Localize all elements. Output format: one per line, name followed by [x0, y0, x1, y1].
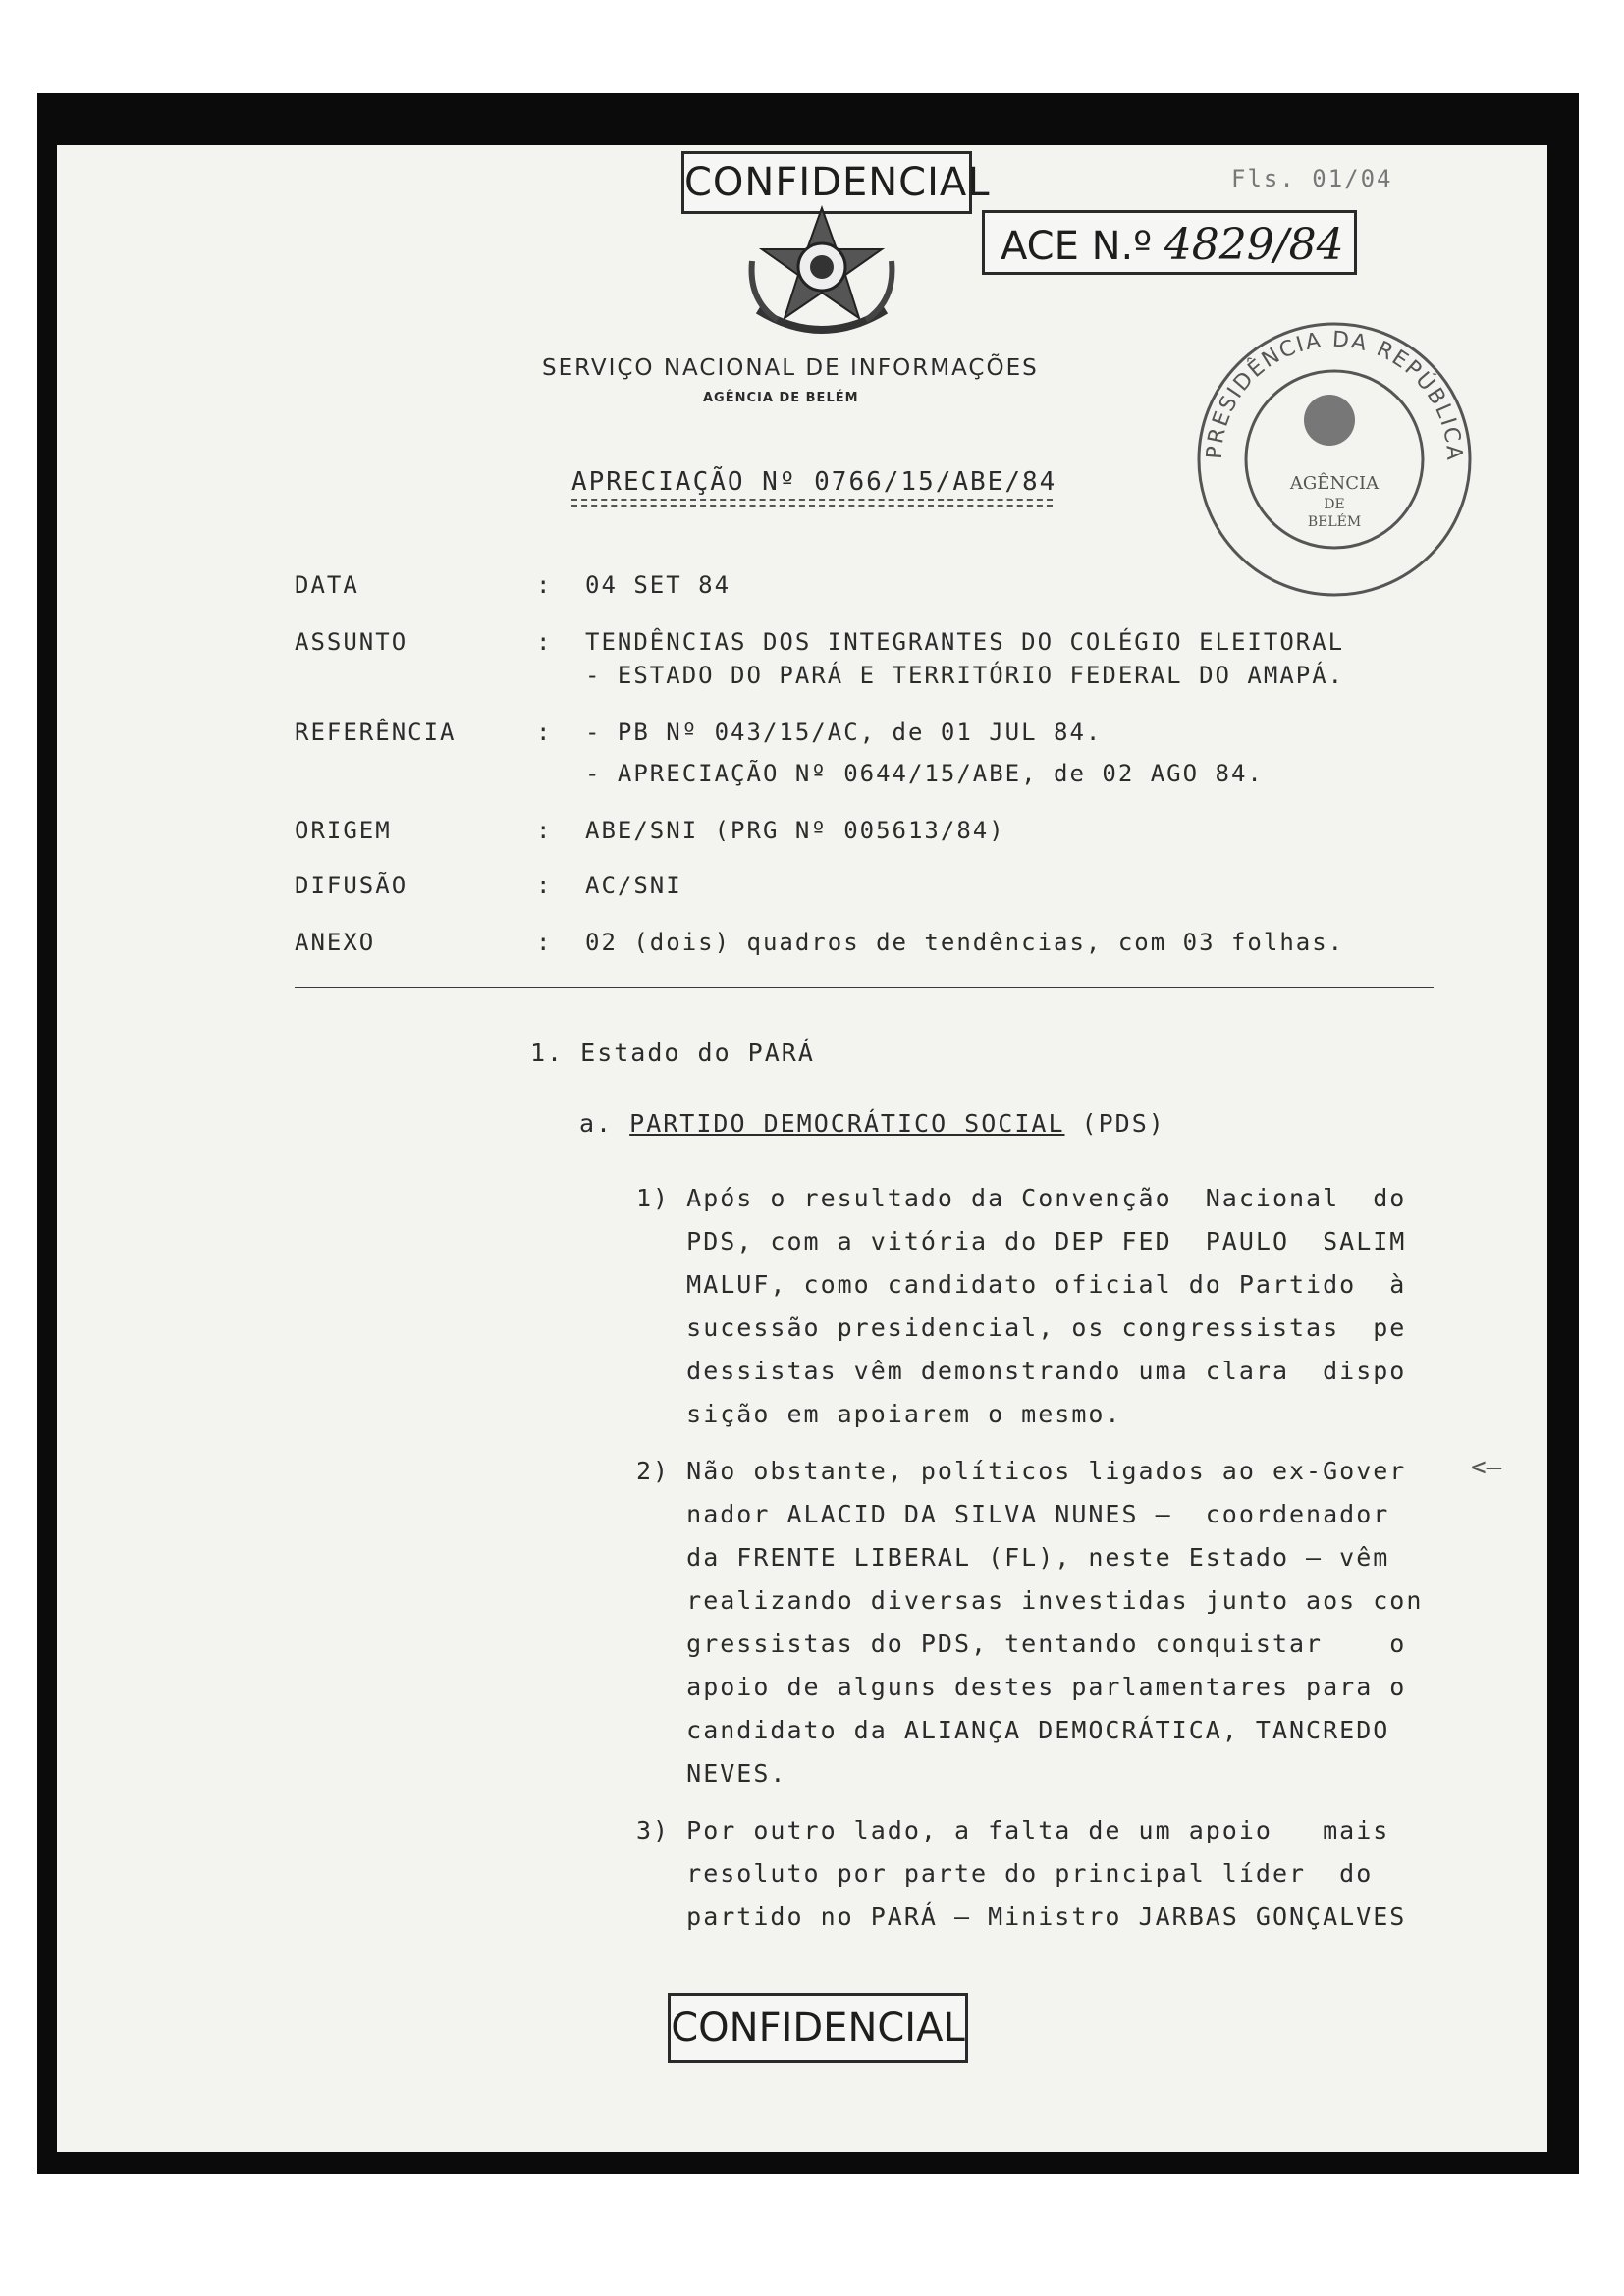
field-value-anexo: 02 (dois) quadros de tendências, com 03 folhas.: [585, 929, 1345, 956]
title-rule-lower: [571, 505, 1053, 507]
colon: :: [536, 817, 551, 844]
paragraph-line: dessistas vêm demonstrando uma clara dispo: [636, 1357, 1407, 1385]
paragraph-line: 2) Não obstante, políticos ligados ao ex-Gover: [636, 1457, 1407, 1485]
confidential-stamp-bottom: CONFIDENCIAL: [668, 1993, 968, 2063]
folio-number: Fls. 01/04: [1231, 165, 1393, 192]
national-coat-of-arms-icon: [738, 202, 905, 349]
seal-ring-text: PRESIDÊNCIA DA REPÚBLICA: [1202, 327, 1467, 463]
paragraph-line: partido no PARÁ — Ministro JARBAS GONÇALVES: [636, 1902, 1407, 1931]
field-value-origem: ABE/SNI (PRG Nº 005613/84): [585, 817, 1005, 844]
seal-center-line-3: BELÉM: [1307, 514, 1362, 530]
field-value-assunto-2: - ESTADO DO PARÁ E TERRITÓRIO FEDERAL DO AMAPÁ.: [585, 662, 1345, 689]
subsection-heading: [579, 1109, 1165, 1138]
document-title: APRECIAÇÃO Nº 0766/15/ABE/84: [571, 467, 1057, 497]
paragraph-line: PDS, com a vitória do DEP FED PAULO SALIM: [636, 1227, 1407, 1255]
section-divider: [295, 987, 1434, 988]
paragraph-line: MALUF, como candidato oficial do Partido à: [636, 1270, 1407, 1299]
field-value-difusao: AC/SNI: [585, 872, 682, 899]
colon: :: [536, 628, 551, 656]
agency-seal-icon: [1182, 312, 1487, 597]
field-label-origem: ORIGEM: [295, 817, 392, 844]
subsection-suffix: (PDS): [1064, 1109, 1165, 1138]
paragraph-line: resoluto por parte do principal líder do: [636, 1859, 1374, 1888]
field-label-assunto: ASSUNTO: [295, 628, 408, 656]
colon: :: [536, 571, 551, 599]
paragraph-line: da FRENTE LIBERAL (FL), neste Estado — vêm: [636, 1543, 1390, 1572]
colon: :: [536, 929, 551, 956]
colon: :: [536, 719, 551, 746]
paragraph-line: 1) Após o resultado da Convenção Nacional do: [636, 1184, 1407, 1212]
agency-name: SERVIÇO NACIONAL DE INFORMAÇÕES: [542, 355, 1039, 381]
confidential-stamp-top: CONFIDENCIAL: [681, 151, 972, 214]
field-value-assunto-1: TENDÊNCIAS DOS INTEGRANTES DO COLÉGIO ELEITORAL: [585, 628, 1345, 656]
ace-number: 4829/84: [1164, 220, 1344, 270]
ace-label: ACE N.º: [1001, 224, 1153, 269]
title-rule: [571, 499, 1053, 501]
section-heading: 1. Estado do PARÁ: [530, 1039, 815, 1067]
paragraph-line: NEVES.: [636, 1759, 787, 1788]
field-value-referencia-1: - PB Nº 043/15/AC, de 01 JUL 84.: [585, 719, 1103, 746]
ace-number-box: [982, 210, 1357, 275]
colon: :: [536, 872, 551, 899]
paragraph-line: sição em apoiarem o mesmo.: [636, 1400, 1122, 1428]
seal-center-line-1: AGÊNCIA: [1289, 473, 1380, 494]
paragraph-line: candidato da ALIANÇA DEMOCRÁTICA, TANCREDO: [636, 1716, 1390, 1744]
field-value-data: 04 SET 84: [585, 571, 731, 599]
field-value-referencia-2: - APRECIAÇÃO Nº 0644/15/ABE, de 02 AGO 84.: [585, 760, 1264, 787]
field-label-difusao: DIFUSÃO: [295, 872, 408, 899]
field-label-data: DATA: [295, 571, 359, 599]
agency-subtitle: AGÊNCIA DE BELÉM: [703, 391, 859, 405]
paragraph-line: sucessão presidencial, os congressistas pe: [636, 1313, 1407, 1342]
field-label-referencia: REFERÊNCIA: [295, 719, 457, 746]
paragraph-line: apoio de alguns destes parlamentares para o: [636, 1673, 1407, 1701]
field-label-anexo: ANEXO: [295, 929, 376, 956]
subsection-prefix: a.: [579, 1109, 630, 1138]
paragraph-line: nador ALACID DA SILVA NUNES — coordenador: [636, 1500, 1390, 1528]
seal-center-line-2: DE: [1324, 497, 1345, 512]
margin-arrow-mark: <—: [1471, 1453, 1502, 1482]
paragraph-line: realizando diversas investidas junto aos con: [636, 1586, 1424, 1615]
paragraph-line: 3) Por outro lado, a falta de um apoio mais: [636, 1816, 1390, 1844]
paragraph-line: gressistas do PDS, tentando conquistar o: [636, 1629, 1407, 1658]
subsection-title: PARTIDO DEMOCRÁTICO SOCIAL: [629, 1109, 1065, 1138]
